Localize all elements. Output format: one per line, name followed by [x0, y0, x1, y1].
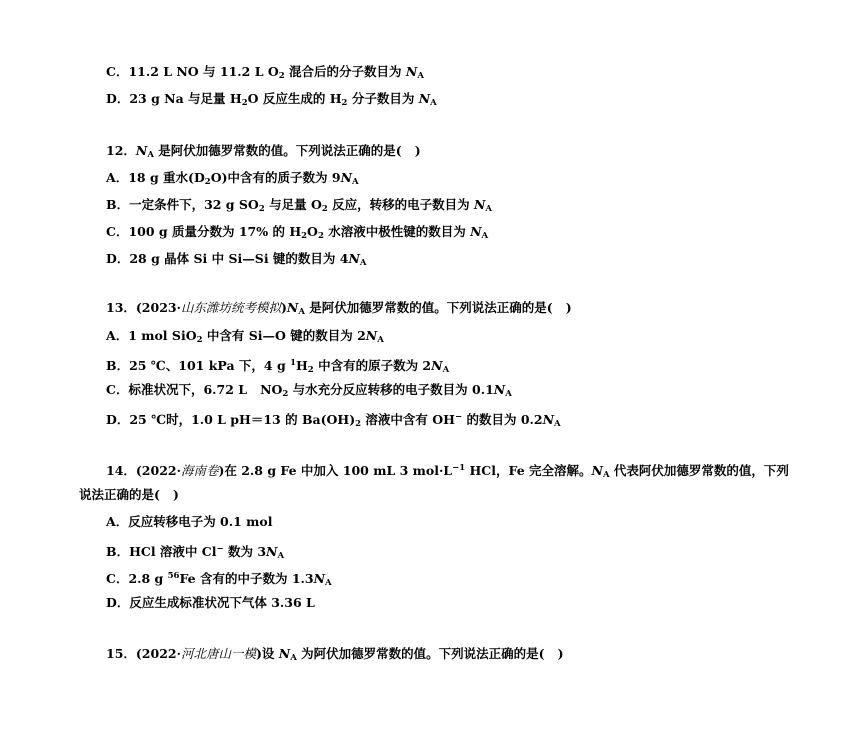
q12-option-d: D．28 g 晶体 Si 中 Si—Si 键的数目为 $4N_A$ — [106, 251, 367, 268]
q12-stem: 12．$N_A$ 是阿伏加德罗常数的值。下列说法正确的是( ) — [106, 143, 421, 160]
q13-option-b: B．25 ℃、101 kPa 下，4 g $^1H_2$ 中含有的原子数为 $2N_A$ — [106, 358, 450, 375]
q13-option-a: A．1 mol SiO$_2$ 中含有 Si—O 键的数目为 $2N_A$ — [106, 328, 384, 345]
q11-option-c: C．11.2 L NO 与 11.2 L $O_2$ 混合后的分子数目为 $N_A$ — [106, 64, 424, 81]
q15-stem: 15．(2022·河北唐山一模)设 $N_A$ 为阿伏加德罗常数的值。下列说法正确的是( ) — [106, 646, 564, 663]
q14-option-c: C．2.8 g $^{56}$Fe 含有的中子数为 $1.3N_A$ — [106, 571, 332, 588]
q14-option-d: D．反应生成标准状况下气体 3.36 L — [106, 595, 315, 610]
q12-option-b: B．一定条件下，32 g $SO_2$ 与足量 $O_2$ 反应，转移的电子数目为 $N_A$ — [106, 197, 493, 214]
q14-stem-continued: 说法正确的是( ) — [79, 487, 179, 502]
q14-stem: 14．(2022·海南卷)在 2.8 g Fe 中加入 100 mL 3 $mol\cdot L^{-1}$ HCl，Fe 完全溶解。$N_A$ 代表阿伏加德罗常数的值，下列 — [106, 463, 789, 480]
q14-option-b: B．HCl 溶液中 Cl− 数为 $3N_A$ — [106, 544, 285, 561]
q14-option-a: A．反应转移电子为 0.1 mol — [106, 514, 273, 529]
q11-option-d: D．23 g Na 与足量 $H_2O$ 反应生成的 $H_2$ 分子数目为 $N_A$ — [106, 91, 437, 108]
q13-option-c: C．标准状况下，6.72 L $NO_2$ 与水充分反应转移的电子数目为 $0.1N_A$ — [106, 382, 512, 399]
q12-option-a: A．18 g 重水$(D_2O)$中含有的质子数为 $9N_A$ — [106, 170, 359, 187]
q13-stem: 13．(2023·山东潍坊统考模拟)$N_A$ 是阿伏加德罗常数的值。下列说法正确的是( ) — [106, 300, 572, 317]
q12-option-c: C．100 g 质量分数为 17% 的 $H_2O_2$ 水溶液中极性键的数目为 $N_A$ — [106, 224, 489, 241]
q13-option-d: D．25 ℃时，1.0 L pH＝13 的 $Ba(OH)_2$ 溶液中含有 OH− 的数目为 $0.2N_A$ — [106, 412, 561, 429]
